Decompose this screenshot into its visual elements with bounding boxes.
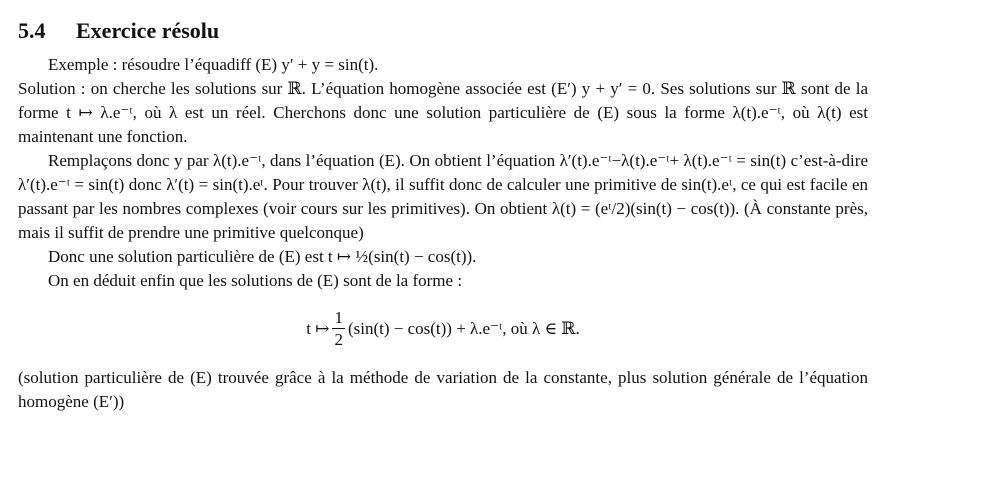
fraction-numerator: 1	[334, 308, 343, 327]
fraction-denominator: 2	[334, 330, 343, 349]
section-heading	[18, 18, 868, 44]
display-left: t ↦	[306, 318, 330, 338]
section-number: 5.4	[18, 18, 46, 43]
solution-paragraph: Solution : on cherche les solutions sur ℝ. L’équation homogène associée est (E′) y + y′ = 0. Ses solutions sur ℝ sont de la forme t ↦ λ.e⁻ᵗ, où λ est un réel. Cherchons donc une solution particulière de (E) sous la forme λ(t).e⁻ᵗ, où λ(t) est maintenant une fonction.	[18, 79, 868, 146]
display-fraction	[332, 309, 345, 348]
particular-solution: Donc une solution particulière de (E) est t ↦ ½(sin(t) − cos(t)).	[48, 247, 477, 266]
section-title: Exercice résolu	[76, 18, 220, 43]
display-equation	[18, 309, 868, 348]
substitution-paragraph: Remplaçons donc y par λ(t).e⁻ᵗ, dans l’équation (E). On obtient l’équation λ′(t).e⁻ᵗ−λ(t).e⁻ᵗ+ λ(t).e⁻ᵗ = sin(t) c’est-à-dire λ′(t).e⁻ᵗ = sin(t) donc λ′(t) = sin(t).eᵗ. Pour trouver λ(t), il suffit donc de calculer une primitive de sin(t).eᵗ, ce qui est facile en passant par les nombres complexes (voir cours sur les primitives). On obtient λ(t) = (eᵗ/2)(sin(t) − cos(t)). (À constante près, mais il suffit de prendre une primitive quelconque)	[18, 151, 868, 242]
example-statement: Exemple : résoudre l’équadiff (E) y′ + y = sin(t).	[48, 55, 379, 74]
display-right: (sin(t) − cos(t)) + λ.e⁻ᵗ, où λ ∈ ℝ.	[347, 318, 580, 338]
document-page	[18, 18, 868, 414]
deduction-line: On en déduit enfin que les solutions de (E) sont de la forme :	[48, 271, 463, 290]
closing-remark: (solution particulière de (E) trouvée grâce à la méthode de variation de la constante, plus solution générale de l’équation homogène (E′))	[18, 368, 868, 411]
